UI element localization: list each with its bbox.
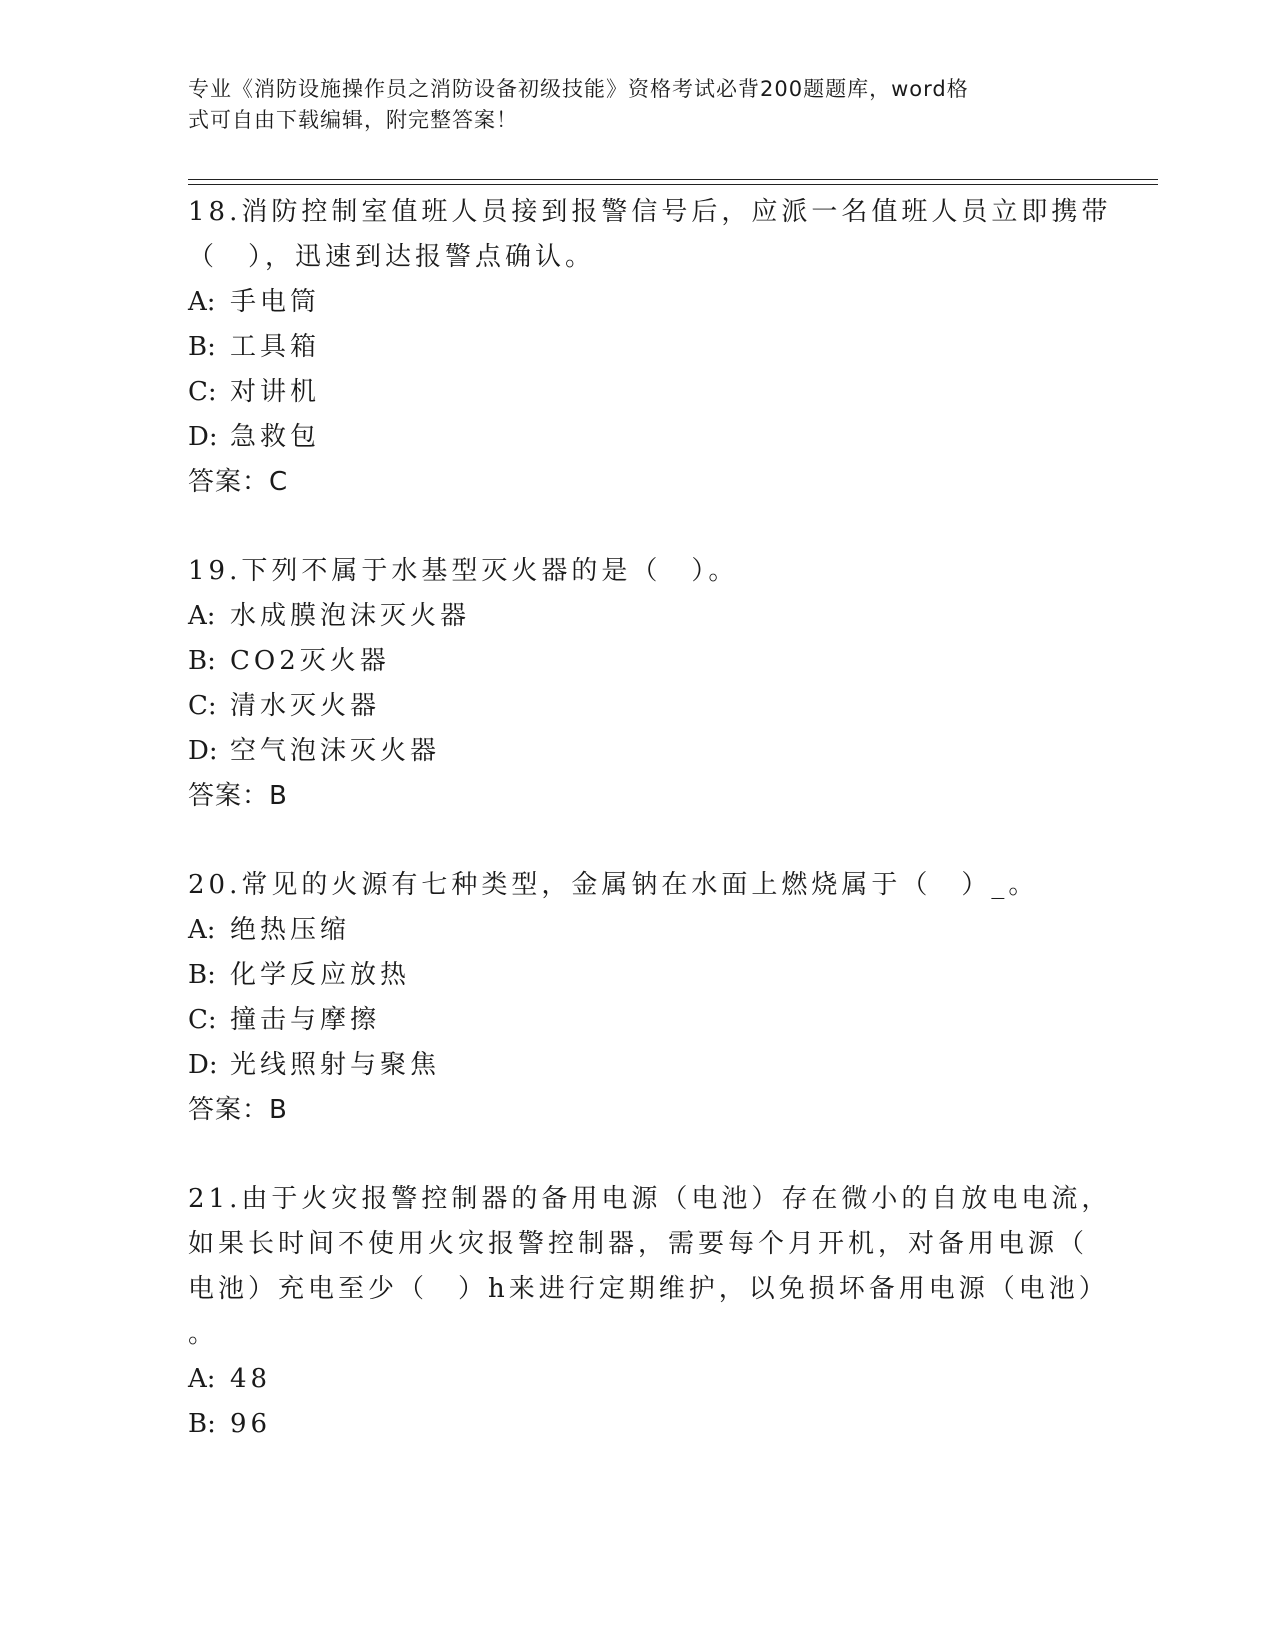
question-text-line: 21.由于火灾报警控制器的备用电源（电池）存在微小的自放电电流， (188, 1184, 1112, 1214)
option-a (188, 280, 1088, 325)
option-text: 化学反应放热 (230, 960, 411, 990)
answer-line: 答案：B (188, 781, 288, 811)
header-divider-top (188, 179, 1158, 180)
option-key: B: (188, 960, 216, 990)
question-text-line: （ ），迅速到达报警点确认。 (188, 242, 596, 272)
question-text-line: 19.下列不属于水基型灭火器的是（ ）。 (188, 556, 739, 586)
option-text: 空气泡沫灭火器 (230, 736, 441, 766)
option-b (188, 1402, 1088, 1447)
option-text: 撞击与摩擦 (230, 1005, 381, 1035)
option-d (188, 729, 1088, 774)
option-c (188, 684, 1088, 729)
question-19 (188, 549, 1088, 819)
option-text: 工具箱 (230, 332, 321, 362)
question-text-line: 如果长时间不使用火灾报警控制器，需要每个月开机，对备用电源（ (188, 1229, 1089, 1259)
option-b (188, 953, 1088, 998)
question-text-line: 20.常见的火源有七种类型，金属钠在水面上燃烧属于（ ）_。 (188, 870, 1039, 900)
option-key: B: (188, 1409, 216, 1439)
option-text: 手电筒 (230, 287, 321, 317)
question-spacer (188, 505, 1088, 549)
option-text: 96 (230, 1409, 272, 1439)
question-text-line: 电池）充电至少（ ）h来进行定期维护，以免损坏备用电源（电池） (188, 1274, 1109, 1304)
question-list (188, 190, 1112, 1447)
answer-line: 答案：C (188, 467, 289, 497)
option-key: C: (188, 1005, 217, 1035)
option-key: B: (188, 646, 216, 676)
option-d (188, 1043, 1088, 1088)
header-line-2: 式可自由下载编辑，附完整答案！ (188, 108, 518, 132)
option-b (188, 639, 1088, 684)
option-text: 急救包 (230, 422, 321, 452)
option-key: A: (188, 915, 216, 945)
question-20 (188, 863, 1088, 1133)
option-key: A: (188, 287, 216, 317)
option-key: D: (188, 1050, 218, 1080)
option-c (188, 370, 1088, 415)
question-18 (188, 190, 1112, 505)
header-line-1: 专业《消防设施操作员之消防设备初级技能》资格考试必背200题题库，word格 (188, 77, 969, 101)
option-text: 对讲机 (230, 377, 321, 407)
option-a (188, 1357, 1088, 1402)
option-key: B: (188, 332, 216, 362)
option-text: 48 (230, 1364, 272, 1394)
option-d (188, 415, 1088, 460)
answer-line: 答案：B (188, 1095, 288, 1125)
question-text-line: 18.消防控制室值班人员接到报警信号后，应派一名值班人员立即携带 (188, 197, 1112, 227)
header-divider-bottom (188, 184, 1158, 185)
option-text: 水成膜泡沫灭火器 (230, 601, 471, 631)
option-text: 绝热压缩 (230, 915, 351, 945)
option-a (188, 594, 1088, 639)
option-a (188, 908, 1088, 953)
question-text-line: 。 (188, 1319, 219, 1349)
option-text: 光线照射与聚焦 (230, 1050, 441, 1080)
option-text: CO2灭火器 (230, 646, 390, 676)
question-spacer (188, 819, 1088, 863)
option-key: A: (188, 1364, 216, 1394)
option-text: 清水灭火器 (230, 691, 381, 721)
option-key: D: (188, 736, 218, 766)
option-key: A: (188, 601, 216, 631)
question-spacer (188, 1133, 1088, 1177)
option-key: C: (188, 691, 217, 721)
option-key: C: (188, 377, 217, 407)
option-b (188, 325, 1088, 370)
option-c (188, 998, 1088, 1043)
document-header (188, 74, 1068, 136)
question-21 (188, 1177, 1112, 1447)
option-key: D: (188, 422, 218, 452)
